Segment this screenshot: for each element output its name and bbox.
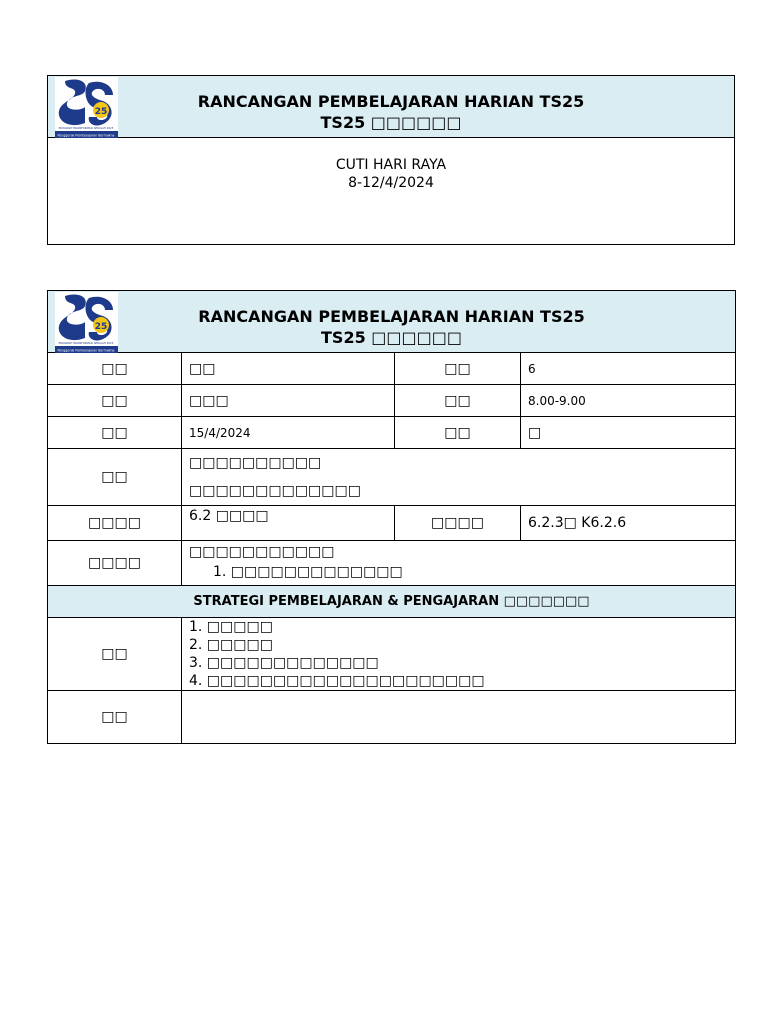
logo-program-text: PROGRAM TRANSFORMASI SEKOLAH 2025 xyxy=(58,127,114,130)
day-value: □ xyxy=(521,417,736,449)
lesson-header xyxy=(48,291,736,353)
activities-label: □□ xyxy=(48,618,182,691)
day-label: □□ xyxy=(395,417,521,449)
date-label: □□ xyxy=(48,417,182,449)
logo-tagline: Penggerak Pembelajaran Bermakna xyxy=(57,348,115,353)
table-row xyxy=(48,449,736,506)
notice-line-2: 8-12/4/2024 xyxy=(348,175,434,191)
header-title: RANCANGAN PEMBELAJARAN HARIAN TS25 xyxy=(197,91,585,111)
table-row xyxy=(48,417,736,449)
ts25-logo-icon xyxy=(55,292,118,354)
list-item: 3. □□□□□□□□□□□□□ xyxy=(189,655,379,671)
objective-label: □□□□ xyxy=(48,541,182,586)
header-title: RANCANGAN PEMBELAJARAN HARIAN TS25 xyxy=(198,306,585,326)
class-label: □□ xyxy=(48,385,182,417)
objective-item-1: 1. □□□□□□□□□□□□□ xyxy=(213,564,403,580)
subject-label: □□ xyxy=(48,353,182,385)
topic-line-2: □□□□□□□□□□□□□ xyxy=(189,483,361,499)
header-subtitle: TS25 □□□□□□ xyxy=(321,327,462,347)
subject-value: □□ xyxy=(182,353,395,385)
lesson-plan-table xyxy=(47,290,736,744)
header-subtitle: TS25 □□□□□□ xyxy=(320,112,462,132)
table-row xyxy=(48,385,736,417)
topic-label: □□ xyxy=(48,449,182,506)
table-row xyxy=(48,353,736,385)
logo-number: 25 xyxy=(94,322,108,332)
activities-list xyxy=(182,618,736,691)
table-row xyxy=(48,586,736,618)
holiday-notice xyxy=(48,138,735,245)
table-row xyxy=(48,541,736,586)
notice-table xyxy=(47,75,735,245)
notice-header xyxy=(48,76,735,138)
objective-line-1: □□□□□□□□□□□ xyxy=(189,544,335,560)
logo-program-text: PROGRAM TRANSFORMASI SEKOLAH 2025 xyxy=(58,342,114,345)
notice-line-1: CUTI HARI RAYA xyxy=(335,157,447,173)
list-item: 2. □□□□□ xyxy=(189,637,273,653)
time-value: 8.00-9.00 xyxy=(521,385,736,417)
strategy-title: STRATEGI PEMBELAJARAN & PENGAJARAN □□□□□□□ xyxy=(48,586,736,618)
year-label: □□ xyxy=(395,353,521,385)
list-item: 1. □□□□□ xyxy=(189,619,273,635)
list-item: 4. □□□□□□□□□□□□□□□□□□□□□ xyxy=(189,673,485,689)
ts25-logo-icon xyxy=(55,77,118,139)
reflection-value xyxy=(182,691,736,744)
learning-standard-label: □□□□ xyxy=(395,506,521,541)
logo-number: 25 xyxy=(94,107,108,117)
topic-line-1: □□□□□□□□□□ xyxy=(189,455,322,471)
topic-value xyxy=(182,449,736,506)
class-value: □□□ xyxy=(182,385,395,417)
objective-value xyxy=(182,541,736,586)
table-row xyxy=(48,618,736,691)
content-standard-label: □□□□ xyxy=(48,506,182,541)
table-row xyxy=(48,506,736,541)
time-label: □□ xyxy=(395,385,521,417)
table-row xyxy=(48,691,736,744)
year-value: 6 xyxy=(521,353,736,385)
reflection-label: □□ xyxy=(48,691,182,744)
date-value: 15/4/2024 xyxy=(182,417,395,449)
logo-tagline: Penggerak Pembelajaran Bermakna xyxy=(57,133,115,138)
learning-standard-value: 6.2.3□ K6.2.6 xyxy=(521,506,736,541)
content-standard-value: 6.2 □□□□ xyxy=(182,506,395,541)
